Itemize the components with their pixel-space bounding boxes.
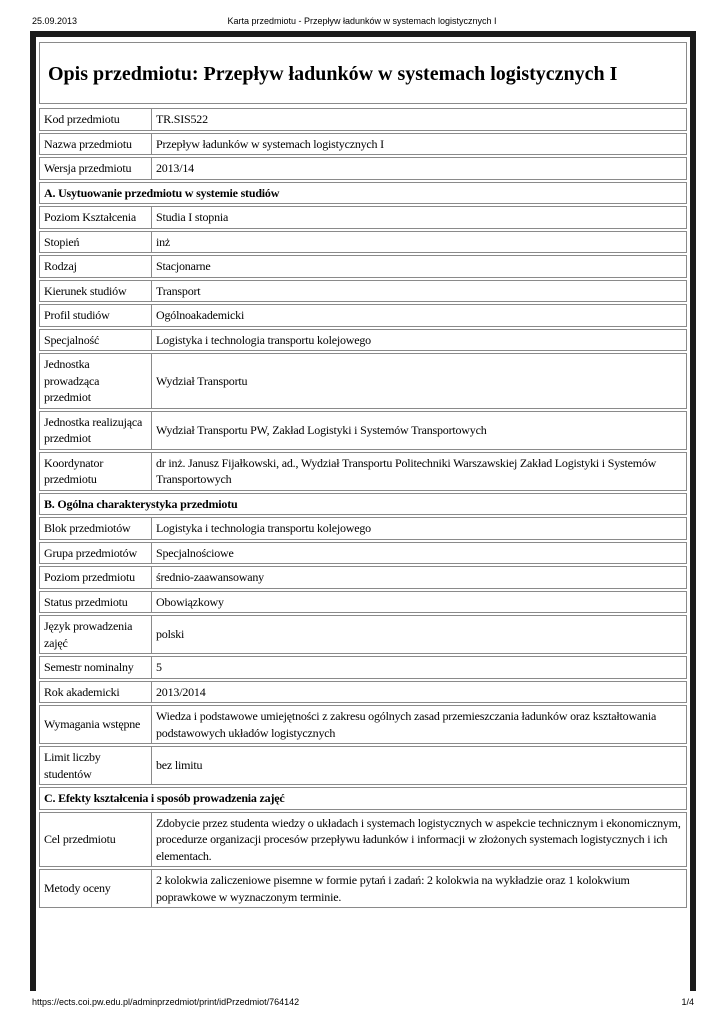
table-row: [39, 452, 687, 491]
row-value: Obowiązkowy: [152, 591, 687, 614]
row-value: średnio-zaawansowany: [152, 566, 687, 589]
row-value: Wydział Transportu PW, Zakład Logistyki i Systemów Transportowych: [152, 411, 687, 450]
row-label: Rodzaj: [39, 255, 152, 278]
row-label: Specjalność: [39, 329, 152, 352]
row-label: Wersja przedmiotu: [39, 157, 152, 180]
row-label: Poziom Kształcenia: [39, 206, 152, 229]
row-label: Limit liczby studentów: [39, 746, 152, 785]
table-row: [39, 656, 687, 679]
row-value: inż: [152, 231, 687, 254]
row-label: Cel przedmiotu: [39, 812, 152, 868]
row-value: polski: [152, 615, 687, 654]
row-value: Studia I stopnia: [152, 206, 687, 229]
page-title: Opis przedmiotu: Przepływ ładunków w systemach logistycznych I: [39, 42, 687, 104]
row-label: Kierunek studiów: [39, 280, 152, 303]
row-label: Nazwa przedmiotu: [39, 133, 152, 156]
row-label: Stopień: [39, 231, 152, 254]
table-row: [39, 255, 687, 278]
row-label: Kod przedmiotu: [39, 108, 152, 131]
row-label: Poziom przedmiotu: [39, 566, 152, 589]
row-label: Semestr nominalny: [39, 656, 152, 679]
row-value: Logistyka i technologia transportu kolejowego: [152, 329, 687, 352]
row-value: Ogólnoakademicki: [152, 304, 687, 327]
table-row: [39, 566, 687, 589]
table-row: [39, 681, 687, 704]
section-b-title: B. Ogólna charakterystyka przedmiotu: [39, 493, 687, 516]
section-a-title: A. Usytuowanie przedmiotu w systemie studiów: [39, 182, 687, 205]
course-info-table: [39, 106, 687, 910]
row-value: bez limitu: [152, 746, 687, 785]
row-label: Status przedmiotu: [39, 591, 152, 614]
table-row: [39, 615, 687, 654]
row-value: Wydział Transportu: [152, 353, 687, 409]
table-row: [39, 869, 687, 908]
row-value: TR.SIS522: [152, 108, 687, 131]
row-value: Przepływ ładunków w systemach logistycznych I: [152, 133, 687, 156]
print-url: https://ects.coi.pw.edu.pl/adminprzedmiot/print/idPrzedmiot/764142: [32, 997, 300, 1007]
table-row: [39, 280, 687, 303]
row-value: Transport: [152, 280, 687, 303]
table-row: [39, 542, 687, 565]
document-frame: [30, 31, 696, 991]
row-value: Wiedza i podstawowe umiejętności z zakresu ogólnych zasad przemieszczania ładunków oraz kształtowania podstawowych układów logistycznych: [152, 705, 687, 744]
row-value: Zdobycie przez studenta wiedzy o układach i systemach logistycznych w aspekcie technicznym i ekonomicznym, procedurze organizacji procesów przepływu ładunków i informacji w złożonych systemach logistycznych i ich elementach.: [152, 812, 687, 868]
table-row: [39, 108, 687, 131]
table-row: [39, 353, 687, 409]
row-value: 2013/2014: [152, 681, 687, 704]
print-date: 25.09.2013: [32, 16, 78, 26]
table-row: [39, 231, 687, 254]
table-row: [39, 157, 687, 180]
row-label: Rok akademicki: [39, 681, 152, 704]
table-row: [39, 206, 687, 229]
row-label: Wymagania wstępne: [39, 705, 152, 744]
table-row: [39, 812, 687, 868]
row-label: Język prowadzenia zajęć: [39, 615, 152, 654]
section-header-row: [39, 493, 687, 516]
row-label: Grupa przedmiotów: [39, 542, 152, 565]
row-label: Jednostka prowadząca przedmiot: [39, 353, 152, 409]
page-number: 1/4: [681, 997, 694, 1007]
table-row: [39, 304, 687, 327]
table-row: [39, 591, 687, 614]
row-value: Specjalnościowe: [152, 542, 687, 565]
row-value: 2013/14: [152, 157, 687, 180]
print-footer: [0, 995, 724, 1009]
section-c-title: C. Efekty kształcenia i sposób prowadzenia zajęć: [39, 787, 687, 810]
table-row: [39, 705, 687, 744]
row-label: Profil studiów: [39, 304, 152, 327]
table-row: [39, 133, 687, 156]
row-value: dr inż. Janusz Fijałkowski, ad., Wydział Transportu Politechniki Warszawskiej Zakład Logistyki i Systemów Transportowych: [152, 452, 687, 491]
table-row: [39, 746, 687, 785]
row-value: 2 kolokwia zaliczeniowe pisemne w formie pytań i zadań: 2 kolokwia na wykładzie oraz 1 kolokwium poprawkowe w wyznaczonym terminie.: [152, 869, 687, 908]
table-row: [39, 411, 687, 450]
row-label: Metody oceny: [39, 869, 152, 908]
print-title: Karta przedmiotu - Przepływ ładunków w systemach logistycznych I: [227, 16, 497, 26]
row-label: Koordynator przedmiotu: [39, 452, 152, 491]
table-row: [39, 329, 687, 352]
row-value: 5: [152, 656, 687, 679]
row-value: Logistyka i technologia transportu kolejowego: [152, 517, 687, 540]
row-label: Blok przedmiotów: [39, 517, 152, 540]
row-value: Stacjonarne: [152, 255, 687, 278]
section-header-row: [39, 787, 687, 810]
row-label: Jednostka realizująca przedmiot: [39, 411, 152, 450]
table-row: [39, 517, 687, 540]
print-header: [0, 14, 724, 28]
section-header-row: [39, 182, 687, 205]
